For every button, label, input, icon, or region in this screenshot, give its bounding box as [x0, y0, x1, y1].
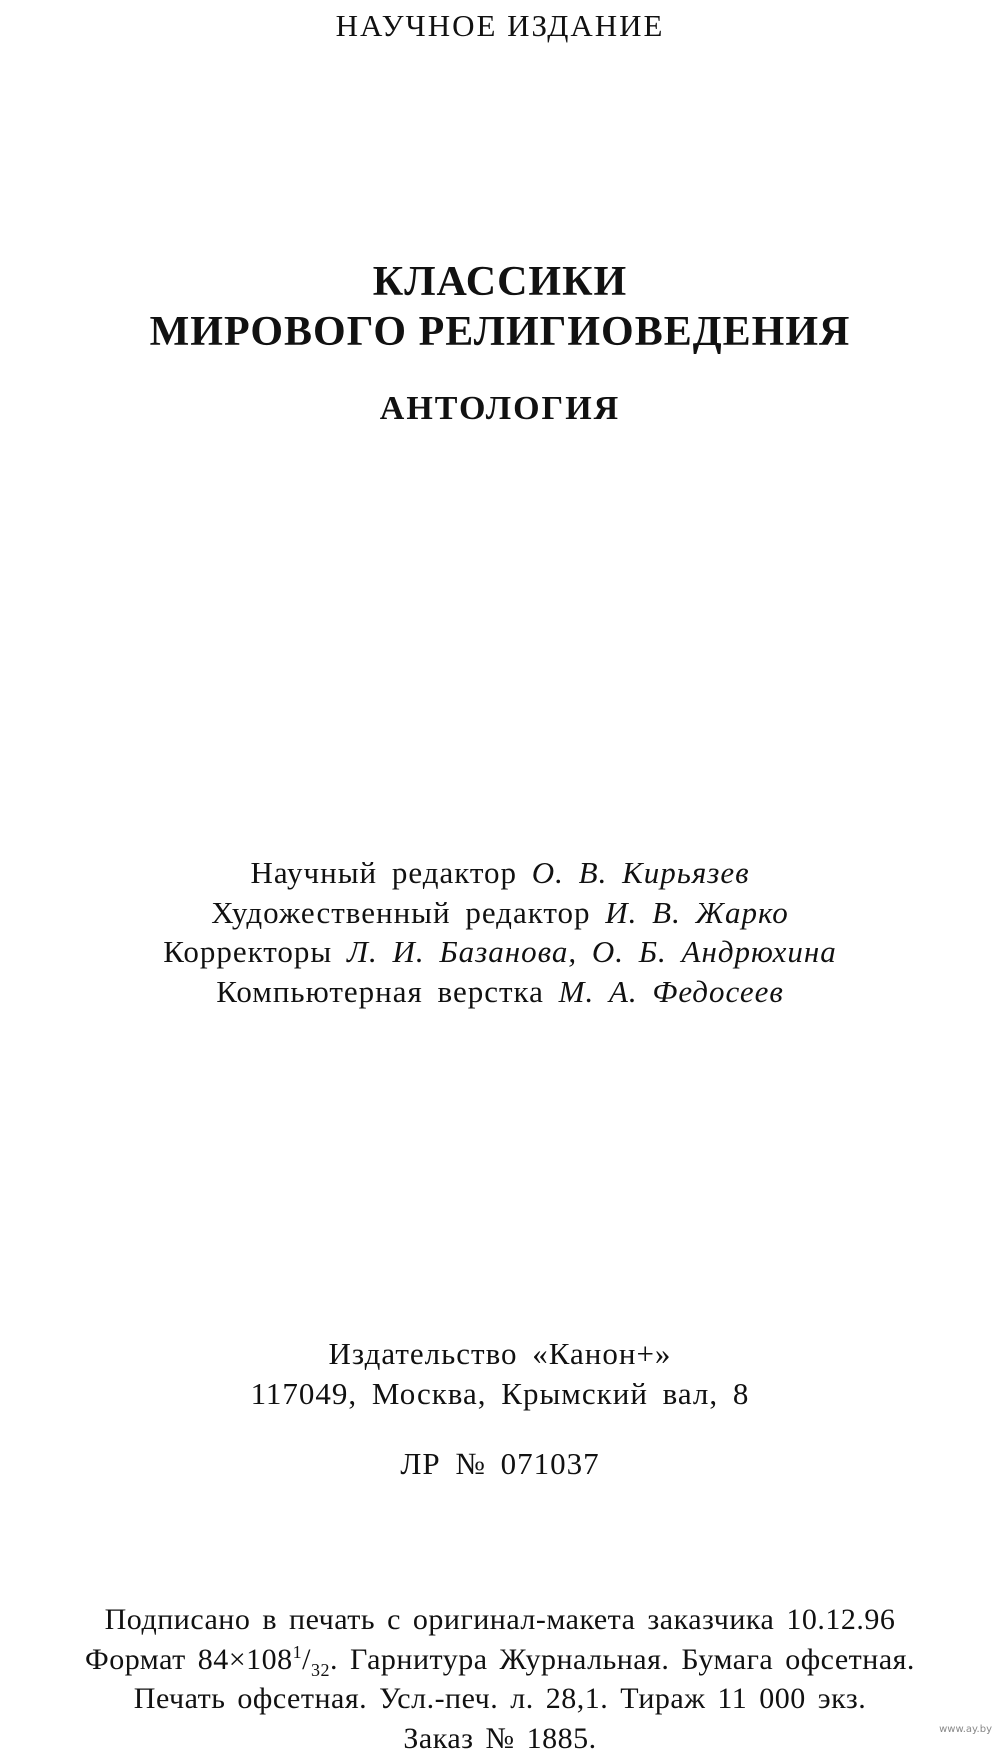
credit-role: Художественный редактор — [211, 895, 591, 930]
book-title-line-2: МИРОВОГО РЕЛИГИОВЕДЕНИЯ — [149, 309, 851, 355]
credit-name: Л. И. Базанова, О. Б. Андрюхина — [346, 934, 837, 969]
book-title-line-1: КЛАССИКИ — [372, 259, 628, 305]
imprint-print: Печать офсетная. Усл.-печ. л. 28,1. Тираж 11 000 экз. — [133, 1682, 867, 1715]
imprint-format-prefix: Формат 84×108 — [85, 1643, 293, 1676]
series-label: НАУЧНОЕ ИЗДАНИЕ — [335, 8, 665, 43]
publisher-name: Издательство «Канон+» — [328, 1336, 672, 1371]
imprint-format — [0, 1642, 1000, 1681]
imprint-format-suffix: . Гарнитура Журнальная. Бумага офсетная. — [330, 1643, 915, 1676]
imprint-format-denominator: 32 — [311, 1660, 330, 1680]
book-subtitle: АНТОЛОГИЯ — [379, 390, 621, 427]
imprint-signed: Подписано в печать с оригинал-макета заказчика 10.12.96 — [104, 1603, 896, 1636]
watermark: www.ay.by — [939, 1724, 992, 1735]
credit-role: Научный редактор — [250, 855, 518, 890]
imprint-format-numerator: 1 — [292, 1642, 303, 1662]
credit-layout — [0, 974, 1000, 1010]
credit-scientific-editor — [0, 855, 1000, 891]
credit-name: О. В. Кирьязев — [531, 855, 750, 890]
credit-name: М. А. Федосеев — [558, 974, 784, 1009]
imprint-order: Заказ № 1885. — [403, 1722, 597, 1755]
publisher-address: 117049, Москва, Крымский вал, 8 — [250, 1376, 750, 1411]
publisher-license: ЛР № 071037 — [400, 1446, 600, 1481]
credit-role: Компьютерная верстка — [216, 974, 544, 1009]
imprint-format-separator: / — [302, 1643, 311, 1676]
credit-role: Корректоры — [163, 934, 333, 969]
credit-art-editor — [0, 895, 1000, 931]
credit-proofreaders — [0, 934, 1000, 970]
credit-name: И. В. Жарко — [605, 895, 789, 930]
